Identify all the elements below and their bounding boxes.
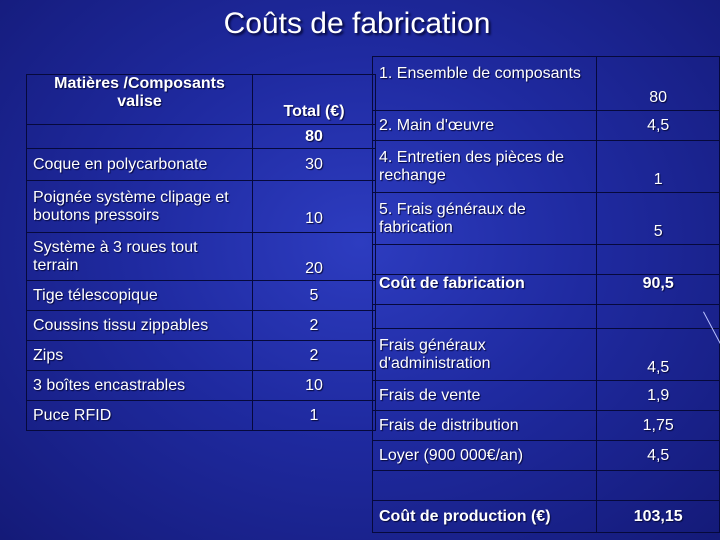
row-label: 5. Frais généraux de fabrication [373, 193, 597, 245]
row-label: Zips [27, 341, 253, 371]
empty-cell [373, 245, 597, 275]
row-value: 5 [253, 281, 376, 311]
table-row [373, 329, 720, 381]
table-row [27, 233, 376, 281]
empty-cell [597, 471, 720, 501]
row-label: Frais de distribution [373, 411, 597, 441]
table-row [373, 141, 720, 193]
row-value: 90,5 [597, 275, 720, 305]
row-label: Loyer (900 000€/an) [373, 441, 597, 471]
row-value: 80 [597, 57, 720, 111]
row-value: 10 [253, 371, 376, 401]
row-value: 1,75 [597, 411, 720, 441]
spacer-row [373, 305, 720, 329]
empty-cell [597, 245, 720, 275]
table-row [373, 411, 720, 441]
table-row [373, 57, 720, 111]
row-label: Coût de production (€) [373, 501, 597, 533]
table-row [373, 381, 720, 411]
row-label: Frais de vente [373, 381, 597, 411]
table-header-row [27, 75, 376, 125]
row-value: 20 [253, 233, 376, 281]
spacer-row [373, 245, 720, 275]
row-value: 1 [253, 401, 376, 431]
row-label: 2. Main d'œuvre [373, 111, 597, 141]
table-row [27, 281, 376, 311]
empty-cell [373, 305, 597, 329]
subtotal-row [27, 125, 376, 149]
table-row [373, 193, 720, 245]
row-value: 103,15 [597, 501, 720, 533]
table-row [27, 341, 376, 371]
row-label: Coussins tissu zippables [27, 311, 253, 341]
table-row [27, 401, 376, 431]
components-cost-table [26, 74, 376, 431]
row-value: 4,5 [597, 111, 720, 141]
production-cost-row [373, 501, 720, 533]
table-row [373, 111, 720, 141]
empty-cell [373, 471, 597, 501]
header-components: Matières /Composants valise [27, 75, 253, 125]
row-value: 1 [597, 141, 720, 193]
row-label: Tige télescopique [27, 281, 253, 311]
row-label: 3 boîtes encastrables [27, 371, 253, 401]
row-value: 2 [253, 341, 376, 371]
row-label: Poignée système clipage et boutons pressoirs [27, 181, 253, 233]
row-label: Coût de fabrication [373, 275, 597, 305]
row-value: 10 [253, 181, 376, 233]
table-row [27, 149, 376, 181]
row-value: 5 [597, 193, 720, 245]
header-total: Total (€) [253, 75, 376, 125]
row-value: 2 [253, 311, 376, 341]
spacer-row [373, 471, 720, 501]
row-value: 30 [253, 149, 376, 181]
table-row [27, 181, 376, 233]
row-label: Coque en polycarbonate [27, 149, 253, 181]
subtotal-value: 80 [253, 125, 376, 149]
row-value: 4,5 [597, 441, 720, 471]
row-label: Frais généraux d'administration [373, 329, 597, 381]
table-row [27, 311, 376, 341]
manufacturing-cost-row [373, 275, 720, 305]
row-label: Puce RFID [27, 401, 253, 431]
row-value: 1,9 [597, 381, 720, 411]
row-label: 1. Ensemble de composants [373, 57, 597, 111]
slide-title: Coûts de fabrication [223, 7, 491, 40]
row-label: 4. Entretien des pièces de rechange [373, 141, 597, 193]
row-label: Système à 3 roues tout terrain [27, 233, 253, 281]
table-row [373, 441, 720, 471]
production-cost-table [372, 56, 720, 533]
row-value: 4,5 [597, 329, 720, 381]
table-row [27, 371, 376, 401]
empty-cell [597, 305, 720, 329]
subtotal-label-cell [27, 125, 253, 149]
